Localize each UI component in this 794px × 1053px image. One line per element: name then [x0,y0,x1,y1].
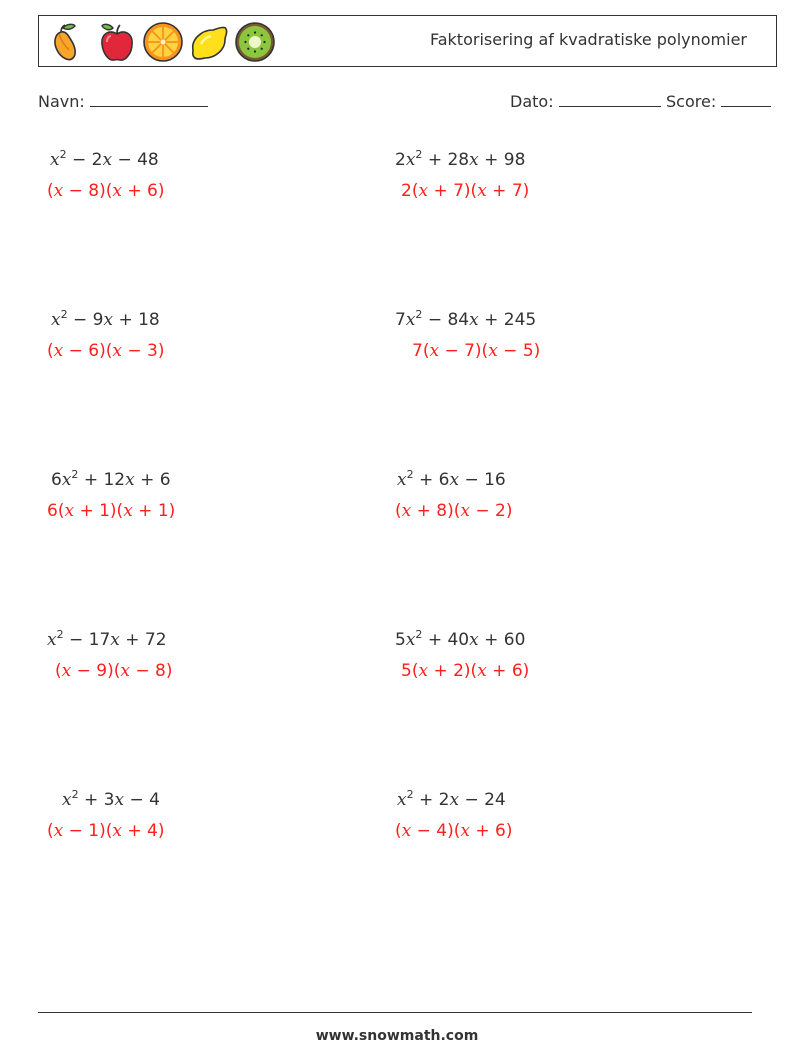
score-label: Score: [666,92,717,111]
problem-1: $x^2 - 2x - 48$ [50,148,159,170]
orange-slice-icon [141,20,185,64]
answer-5: 6(x + 1)(x + 1) [47,501,176,521]
answer-4: 7(x − 7)(x − 5) [412,341,541,361]
lemon-icon [187,20,231,64]
date-blank[interactable] [559,92,661,107]
score-field [666,92,771,111]
mango-icon [47,20,91,64]
footer-url[interactable]: www.snowmath.com [315,1028,479,1044]
answer-6: (x + 8)(x − 2) [395,501,513,521]
name-field [38,92,208,111]
problem-10: $x^2 + 2x - 24$ [397,788,506,810]
kiwi-icon [233,20,277,64]
footer-divider [38,1012,752,1013]
answer-2: 2(x + 7)(x + 7) [401,181,530,201]
date-field [510,92,661,111]
answer-10: (x − 4)(x + 6) [395,821,513,841]
worksheet-header [38,15,777,67]
problem-4: $7x^2 - 84x + 245$ [395,308,537,330]
name-label: Navn: [38,92,85,111]
worksheet-title: Faktorisering af kvadratiske polynomier [430,30,747,49]
answer-1: (x − 8)(x + 6) [47,181,165,201]
name-blank[interactable] [90,92,208,107]
apple-icon [95,20,139,64]
answer-8: 5(x + 2)(x + 6) [401,661,530,681]
answer-9: (x − 1)(x + 4) [47,821,165,841]
problem-6: $x^2 + 6x - 16$ [397,468,506,490]
answer-7: (x − 9)(x − 8) [55,661,173,681]
score-blank[interactable] [721,92,771,107]
problem-2: $2x^2 + 28x + 98$ [395,148,526,170]
problem-5: $6x^2 + 12x + 6$ [51,468,171,490]
problem-8: $5x^2 + 40x + 60$ [395,628,526,650]
problem-9: $x^2 + 3x - 4$ [62,788,160,810]
answer-3: (x − 6)(x − 3) [47,341,165,361]
problem-7: $x^2 - 17x + 72$ [47,628,167,650]
problem-3: $x^2 - 9x + 18$ [51,308,160,330]
date-label: Dato: [510,92,554,111]
